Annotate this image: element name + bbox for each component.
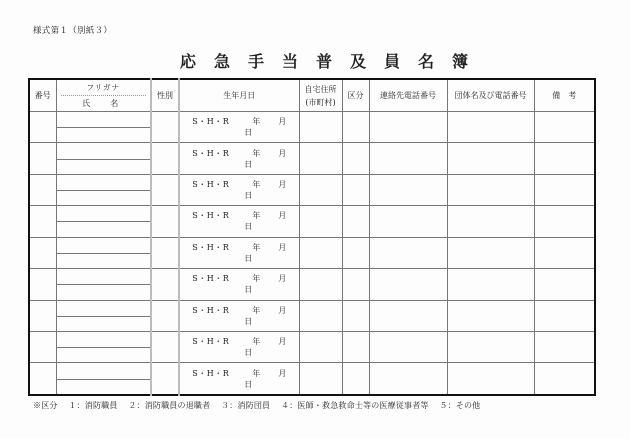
table-row bbox=[29, 363, 595, 395]
org-phone-cell[interactable] bbox=[447, 112, 534, 143]
table-row bbox=[29, 300, 595, 331]
roster-table bbox=[28, 78, 596, 396]
address-cell[interactable] bbox=[299, 363, 342, 395]
dob-day: 日 bbox=[244, 159, 253, 169]
org-phone-cell[interactable] bbox=[447, 300, 534, 331]
category-cell[interactable] bbox=[342, 363, 369, 395]
number-cell[interactable] bbox=[29, 331, 56, 362]
furigana-divider bbox=[57, 190, 151, 191]
dob-year: 年 bbox=[252, 305, 261, 315]
remarks-cell[interactable] bbox=[534, 112, 595, 143]
header-address-line2: (市町村) bbox=[305, 97, 336, 107]
header-address-line1: 自宅住所 bbox=[304, 84, 337, 94]
address-cell[interactable] bbox=[299, 237, 342, 268]
remarks-cell[interactable] bbox=[534, 237, 595, 268]
category-cell[interactable] bbox=[342, 237, 369, 268]
dob-cell[interactable] bbox=[179, 363, 299, 395]
dob-era: S・H・R bbox=[192, 180, 230, 190]
contact-phone-cell[interactable] bbox=[369, 300, 447, 331]
dob-era: S・H・R bbox=[192, 117, 230, 127]
gender-cell[interactable] bbox=[151, 112, 179, 143]
dob-year: 年 bbox=[252, 211, 261, 221]
address-cell[interactable] bbox=[299, 143, 342, 174]
org-phone-cell[interactable] bbox=[447, 331, 534, 362]
table-row bbox=[29, 237, 595, 268]
gender-cell[interactable] bbox=[151, 363, 179, 395]
header-contact-phone: 連絡先電話番号 bbox=[369, 79, 447, 112]
page-title: 応急手当普及員名簿 bbox=[179, 52, 486, 71]
remarks-cell[interactable] bbox=[534, 363, 595, 395]
dob-day: 日 bbox=[244, 379, 253, 389]
address-cell[interactable] bbox=[299, 300, 342, 331]
contact-phone-cell[interactable] bbox=[369, 331, 447, 362]
header-name-label: 氏 名 bbox=[82, 99, 125, 108]
address-cell[interactable] bbox=[299, 331, 342, 362]
remarks-cell[interactable] bbox=[534, 269, 595, 300]
header-category: 区分 bbox=[342, 79, 369, 112]
remarks-cell[interactable] bbox=[534, 174, 595, 205]
contact-phone-cell[interactable] bbox=[369, 174, 447, 205]
furigana-divider bbox=[57, 316, 151, 317]
dob-day: 日 bbox=[244, 253, 253, 263]
header-name bbox=[56, 79, 151, 112]
gender-cell[interactable] bbox=[151, 237, 179, 268]
org-phone-cell[interactable] bbox=[447, 206, 534, 237]
gender-cell[interactable] bbox=[151, 174, 179, 205]
gender-cell[interactable] bbox=[151, 331, 179, 362]
dob-cell[interactable] bbox=[179, 331, 299, 362]
address-cell[interactable] bbox=[299, 206, 342, 237]
gender-cell[interactable] bbox=[151, 300, 179, 331]
number-cell[interactable] bbox=[29, 237, 56, 268]
table-row bbox=[29, 331, 595, 362]
furigana-divider bbox=[57, 347, 151, 348]
dob-month: 月 bbox=[278, 274, 287, 284]
remarks-cell[interactable] bbox=[534, 143, 595, 174]
dob-era: S・H・R bbox=[192, 274, 230, 284]
furigana-divider bbox=[57, 127, 151, 128]
table-row bbox=[29, 143, 595, 174]
footnote-item-5: ５：その他 bbox=[439, 401, 481, 410]
dob-day: 日 bbox=[244, 316, 253, 326]
category-cell[interactable] bbox=[342, 174, 369, 205]
number-cell[interactable] bbox=[29, 112, 56, 143]
furigana-divider bbox=[57, 284, 151, 285]
gender-cell[interactable] bbox=[151, 143, 179, 174]
org-phone-cell[interactable] bbox=[447, 174, 534, 205]
dob-cell[interactable] bbox=[179, 237, 299, 268]
dob-year: 年 bbox=[252, 337, 261, 347]
header-gender: 性別 bbox=[151, 79, 179, 112]
dob-year: 年 bbox=[252, 368, 261, 378]
category-cell[interactable] bbox=[342, 206, 369, 237]
number-cell[interactable] bbox=[29, 206, 56, 237]
furigana-divider bbox=[57, 221, 151, 222]
header-dob: 生年月日 bbox=[179, 79, 299, 112]
dob-cell[interactable] bbox=[179, 174, 299, 205]
table-row bbox=[29, 112, 595, 143]
dob-month: 月 bbox=[278, 148, 287, 158]
number-cell[interactable] bbox=[29, 143, 56, 174]
footnote-item-3: ３：消防団員 bbox=[221, 401, 271, 410]
category-cell[interactable] bbox=[342, 331, 369, 362]
address-cell[interactable] bbox=[299, 112, 342, 143]
address-cell[interactable] bbox=[299, 269, 342, 300]
dob-year: 年 bbox=[252, 180, 261, 190]
name-cell[interactable] bbox=[56, 300, 151, 331]
address-cell[interactable] bbox=[299, 174, 342, 205]
dob-cell[interactable] bbox=[179, 300, 299, 331]
header-furigana: フリガナ bbox=[61, 81, 147, 96]
dob-cell[interactable] bbox=[179, 206, 299, 237]
category-cell[interactable] bbox=[342, 269, 369, 300]
footnote-item-4: ４：医師・救急救命士等の医療従事者等 bbox=[281, 401, 429, 410]
furigana-divider bbox=[57, 159, 151, 160]
footnote-item-2: ２：消防職員の退職者 bbox=[128, 401, 211, 410]
name-cell[interactable] bbox=[56, 363, 151, 395]
dob-month: 月 bbox=[278, 337, 287, 347]
org-phone-cell[interactable] bbox=[447, 237, 534, 268]
dob-cell[interactable] bbox=[179, 143, 299, 174]
name-cell[interactable] bbox=[56, 174, 151, 205]
dob-day: 日 bbox=[244, 348, 253, 358]
contact-phone-cell[interactable] bbox=[369, 269, 447, 300]
number-cell[interactable] bbox=[29, 174, 56, 205]
dob-era: S・H・R bbox=[192, 242, 230, 252]
category-cell[interactable] bbox=[342, 300, 369, 331]
dob-era: S・H・R bbox=[192, 305, 230, 315]
footnote-label: ※区分 bbox=[33, 401, 58, 410]
dob-year: 年 bbox=[252, 242, 261, 252]
table-row bbox=[29, 174, 595, 205]
form-number: 様式第１（別紙３） bbox=[33, 26, 113, 36]
dob-era: S・H・R bbox=[192, 148, 230, 158]
dob-year: 年 bbox=[252, 274, 261, 284]
category-footnote bbox=[33, 400, 488, 411]
dob-month: 月 bbox=[278, 180, 287, 190]
remarks-cell[interactable] bbox=[534, 331, 595, 362]
gender-cell[interactable] bbox=[151, 206, 179, 237]
category-cell[interactable] bbox=[342, 112, 369, 143]
dob-era: S・H・R bbox=[192, 337, 230, 347]
contact-phone-cell[interactable] bbox=[369, 206, 447, 237]
name-cell[interactable] bbox=[56, 237, 151, 268]
dob-day: 日 bbox=[244, 285, 253, 295]
remarks-cell[interactable] bbox=[534, 300, 595, 331]
org-phone-cell[interactable] bbox=[447, 363, 534, 395]
number-cell[interactable] bbox=[29, 363, 56, 395]
dob-era: S・H・R bbox=[192, 368, 230, 378]
header-remarks: 備 考 bbox=[534, 79, 595, 112]
header-number: 番号 bbox=[29, 79, 56, 112]
contact-phone-cell[interactable] bbox=[369, 112, 447, 143]
name-cell[interactable] bbox=[56, 269, 151, 300]
header-row bbox=[29, 79, 595, 112]
number-cell[interactable] bbox=[29, 269, 56, 300]
header-org-phone: 団体名及び電話番号 bbox=[447, 79, 534, 112]
dob-cell[interactable] bbox=[179, 112, 299, 143]
remarks-cell[interactable] bbox=[534, 206, 595, 237]
footnote-item-1: １：消防職員 bbox=[68, 401, 118, 410]
name-cell[interactable] bbox=[56, 112, 151, 143]
table-row bbox=[29, 269, 595, 300]
header-address bbox=[299, 79, 342, 112]
dob-month: 月 bbox=[278, 368, 287, 378]
dob-month: 月 bbox=[278, 305, 287, 315]
name-cell[interactable] bbox=[56, 331, 151, 362]
name-cell[interactable] bbox=[56, 206, 151, 237]
org-phone-cell[interactable] bbox=[447, 269, 534, 300]
dob-month: 月 bbox=[278, 117, 287, 127]
contact-phone-cell[interactable] bbox=[369, 363, 447, 395]
dob-day: 日 bbox=[244, 191, 253, 201]
contact-phone-cell[interactable] bbox=[369, 237, 447, 268]
category-cell[interactable] bbox=[342, 143, 369, 174]
dob-cell[interactable] bbox=[179, 269, 299, 300]
table-row bbox=[29, 206, 595, 237]
dob-day: 日 bbox=[244, 128, 253, 138]
dob-day: 日 bbox=[244, 222, 253, 232]
gender-cell[interactable] bbox=[151, 269, 179, 300]
dob-era: S・H・R bbox=[192, 211, 230, 221]
number-cell[interactable] bbox=[29, 300, 56, 331]
dob-year: 年 bbox=[252, 117, 261, 127]
dob-month: 月 bbox=[278, 211, 287, 221]
name-cell[interactable] bbox=[56, 143, 151, 174]
furigana-divider bbox=[57, 379, 151, 380]
dob-year: 年 bbox=[252, 148, 261, 158]
org-phone-cell[interactable] bbox=[447, 143, 534, 174]
dob-month: 月 bbox=[278, 242, 287, 252]
contact-phone-cell[interactable] bbox=[369, 143, 447, 174]
furigana-divider bbox=[57, 253, 151, 254]
